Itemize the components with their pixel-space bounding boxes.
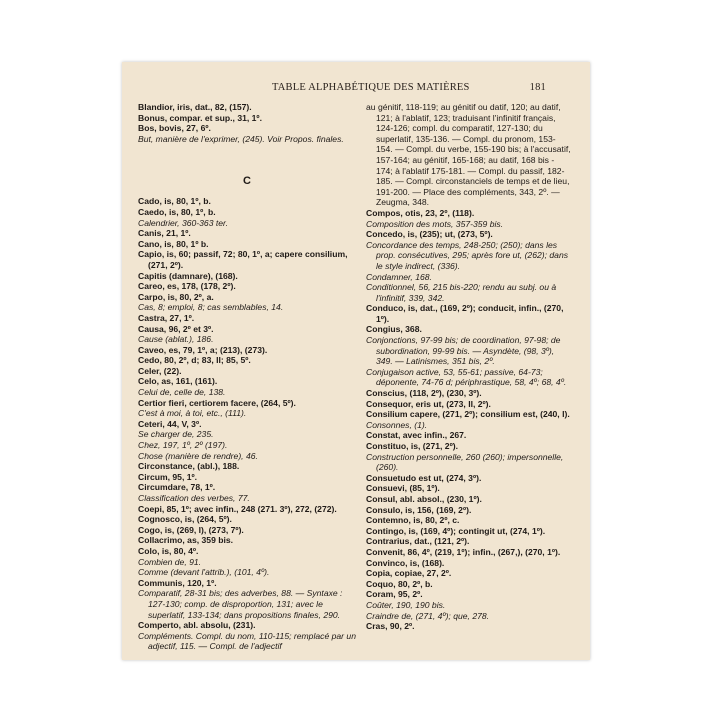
book-page xyxy=(122,62,590,660)
index-entry: Chose (manière de rendre), 46. xyxy=(138,450,258,461)
index-entry: Consulo, is, 156, (169, 2º). xyxy=(366,504,472,515)
index-entry: Coûter, 190, 190 bis. xyxy=(366,599,446,610)
page-number: 181 xyxy=(529,82,546,93)
index-entry: Coepi, 85, 1º; avec infin., 248 (271. 3º), 272, (272). xyxy=(138,503,337,514)
index-entries-c-continued xyxy=(366,102,572,632)
index-entry: au génitif, 118-119; au génitif ou datif, 120; au datif, 121; à l'ablatif, 123; traduisant l'infinitif français, 124-126; compl. du comparatif, 127-130; du superlatif, 135-136. — Compl. du pronom, 153-154. — Compl. du verbe, 155-190 bis; à l'accusatif, 157-164; au génitif, 165-168; au datif, 168 bis - 174; à l'ablatif 175-181. — Compl. du passif, 182-185. — Compl. circonstanciels de temps et de lieu, 191-200. — Place des compléments, 343, 2º. — Zeugma, 348. xyxy=(366,102,571,208)
index-entry: Collacrimo, as, 359 bis. xyxy=(138,535,234,546)
index-entry: Consuevi, (85, 1º). xyxy=(366,483,440,494)
index-entry: Ceteri, 44, V, 3º. xyxy=(138,418,202,429)
index-entry: Concordance des temps, 248-250; (250); dans les prop. consécutives, 295; après fore ut, (262); dans le style indirect, (336). xyxy=(366,239,569,271)
index-column-left xyxy=(138,102,356,652)
index-entry: Celui de, celle de, 138. xyxy=(138,387,226,398)
index-entry: Consul, abl. absol., (230, 1º). xyxy=(366,493,482,504)
index-entry: Consilium capere, (271, 2º); consilium est, (240, I). xyxy=(366,409,570,420)
index-entry: Calendrier, 360-363 ter. xyxy=(138,217,228,228)
index-entry: Se charger de, 235. xyxy=(138,429,214,440)
index-entry: Congius, 368. xyxy=(366,324,422,335)
index-entry: C'est à moi, à toi, etc., (111). xyxy=(138,408,247,419)
index-entry: Combien de, 91. xyxy=(138,556,202,567)
index-entry: Coram, 95, 2º. xyxy=(366,589,423,600)
index-entry: Coquo, 80, 2º, b. xyxy=(366,578,433,589)
index-entry: Capio, is, 60; passif, 72; 80, 1º, a; capere consilium, (271, 2º). xyxy=(138,249,348,270)
index-column-right xyxy=(366,102,572,632)
index-entry: Condamner, 168. xyxy=(366,271,432,282)
index-entry: Cras, 90, 2º. xyxy=(366,621,415,632)
index-entry: Comperto, abl. absolu, (231). xyxy=(138,620,256,631)
index-entry: Conscius, (118, 2º), (230, 3º). xyxy=(366,388,482,399)
index-entry: Composition des mots, 357-359 bis. xyxy=(366,218,504,229)
page-header-title: TABLE ALPHABÉTIQUE DES MATIÈRES xyxy=(272,82,470,93)
index-entry: Cano, is, 80, 1º b. xyxy=(138,238,209,249)
index-entry: Conjonctions, 97-99 bis; de coordination, 97-98; de subordination, 99-99 bis. — Asyndète, (98, 3º), 349. — Latinismes, 351 bis, 2º. xyxy=(366,335,561,367)
index-entry: Consuetudo est ut, (274, 3º). xyxy=(366,472,482,483)
index-entry: Cause (ablat.), 186. xyxy=(138,334,214,345)
index-entry: Bos, bovis, 27, 6º. xyxy=(138,123,211,134)
index-entry: Circumdare, 78, 1º. xyxy=(138,482,216,493)
index-entry: Cedo, 80, 2º, d; 83, II; 85, 5º. xyxy=(138,355,251,366)
index-entries-c xyxy=(138,196,356,652)
index-entry: Circonstance, (abl.), 188. xyxy=(138,461,240,472)
index-entry: Constat, avec infin., 267. xyxy=(366,430,467,441)
index-entry: Copia, copiae, 27, 2º. xyxy=(366,568,452,579)
index-entry: Contrarius, dat., (121, 2º). xyxy=(366,536,470,547)
index-entry: Construction personnelle, 260 (260); impersonnelle, (260). xyxy=(366,451,564,473)
index-entry: Blandior, iris, dat., 82, (157). xyxy=(138,102,252,112)
index-entry: Comme (devant l'attrib.), (101, 4º). xyxy=(138,567,270,578)
index-entry: Cognosco, is, (264, 5º). xyxy=(138,514,232,525)
index-entry: Colo, is, 80, 4º. xyxy=(138,545,199,556)
index-entry: Consequor, eris ut, (273, II, 2º). xyxy=(366,398,491,409)
index-entry: Caveo, es, 79, 1º, a; (213), (273). xyxy=(138,344,268,355)
index-entry: Classification des verbes, 77. xyxy=(138,493,250,503)
index-entry: Cado, is, 80, 1º, b. xyxy=(138,196,211,207)
index-entry: Conditionnel, 56, 215 bis-220; rendu au subj. ou à l'infinitif, 339, 342. xyxy=(366,282,557,303)
index-entry: Caedo, is, 80, 1º, b. xyxy=(138,206,216,217)
index-entry: Constituo, is, (271, 2º). xyxy=(366,441,458,451)
index-entry: Contingo, is, (169, 4º); contingit ut, (274, 1º). xyxy=(366,525,546,536)
index-entry: Castra, 27, 1º. xyxy=(138,312,195,323)
index-entry: Causa, 96, 2º et 3º. xyxy=(138,323,214,334)
index-entry: Cogo, is, (269, I), (273, 7º). xyxy=(138,524,244,535)
index-entry: Comparatif, 28-31 bis; des adverbes, 88. — Syntaxe : 127-130; comp. de disproportion, 131; avec le superlatif, 133-134; dans propositions finales, 290. xyxy=(138,588,343,620)
index-entry: Concedo, is, (235); ut, (273, 5º). xyxy=(366,229,493,240)
index-entry: Communis, 120, 1º. xyxy=(138,577,217,588)
index-entry: Bonus, compar. et sup., 31, 1º. xyxy=(138,112,262,123)
index-entries-b xyxy=(138,102,356,144)
index-entry: Contemno, is, 80, 2º, c. xyxy=(366,515,460,526)
index-entry: Conjugaison active, 53, 55-61; passive, 64-73; déponente, 74-76 d; périphrastique, 58, 4º; 68, 4º. xyxy=(366,366,567,388)
index-entry: Chez, 197, 1º, 2º (197). xyxy=(138,440,228,451)
index-entry: Consonnes, (1). xyxy=(366,419,428,430)
index-entry: Canis, 21, 1º. xyxy=(138,228,191,239)
index-entry: Certior fieri, certiorem facere, (264, 5º). xyxy=(138,397,296,408)
index-entry: Circum, 95, 1º. xyxy=(138,471,198,482)
section-letter-c: C xyxy=(243,175,251,188)
index-entry: Careo, es, 178, (178, 2º). xyxy=(138,281,236,292)
page-header xyxy=(122,82,590,96)
index-entry: Compos, otis, 23, 2º, (118). xyxy=(366,207,475,218)
index-entry: Convinco, is, (168). xyxy=(366,557,445,568)
index-entry: Craindre de, (271, 4º); que, 278. xyxy=(366,610,490,621)
index-entry: Carpo, is, 80, 2º, a. xyxy=(138,291,214,302)
index-entry: Celer, (22). xyxy=(138,365,182,376)
index-entry: Cas, 8; emploi, 8; cas semblables, 14. xyxy=(138,302,284,313)
index-entry: Conduco, is, dat., (169, 2º); conducit, infin., (270, 1º). xyxy=(366,303,564,324)
index-entry: Celo, as, 161, (161). xyxy=(138,376,218,387)
index-entry: Capitis (damnare), (168). xyxy=(138,270,238,281)
index-entry: Compléments. Compl. du nom, 110-115; remplacé par un adjectif, 115. — Compl. de l'adjectif xyxy=(138,630,356,652)
index-entry: Convenit, 86, 4º, (219, 1º); infin., (267,), (270, 1º). xyxy=(366,546,561,557)
index-entry: But, manière de l'exprimer, (245). Voir Propos. finales. xyxy=(138,133,344,144)
